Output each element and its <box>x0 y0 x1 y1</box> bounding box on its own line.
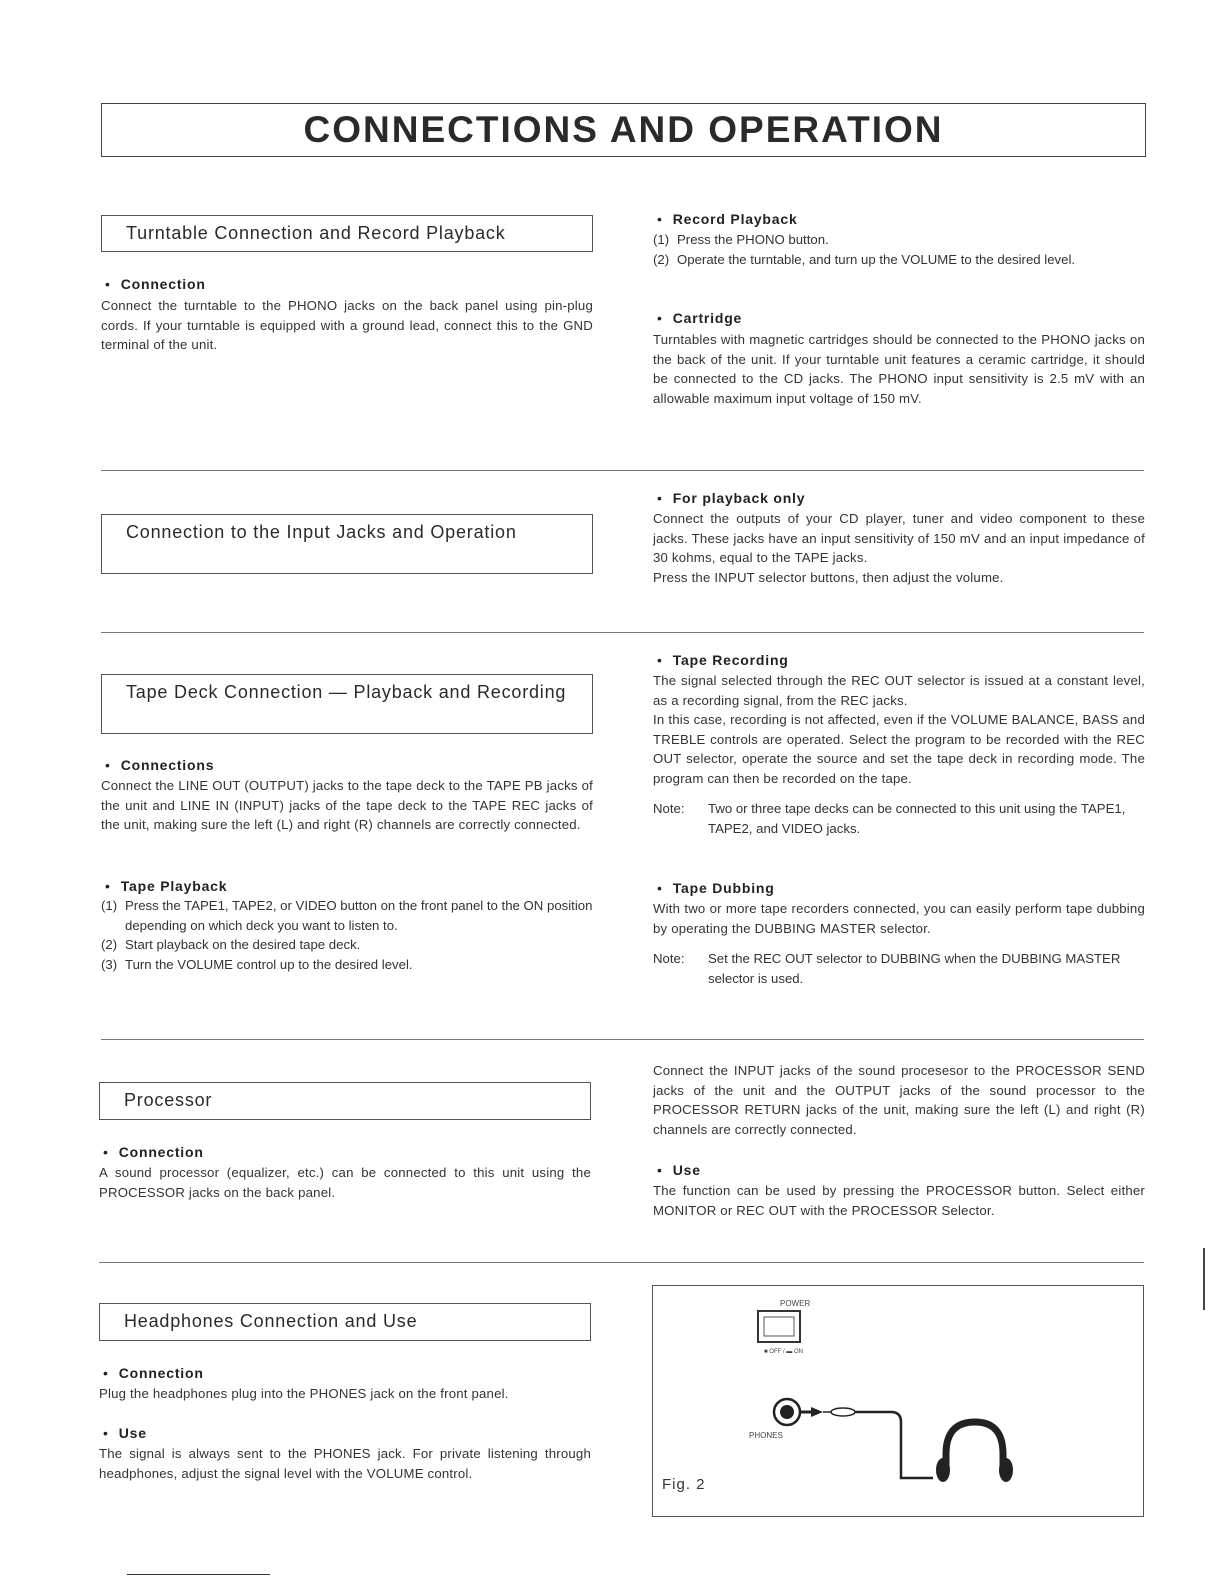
divider <box>101 470 1144 471</box>
step-item: (1) Press the PHONO button. <box>653 232 829 247</box>
headphones-connection-text: Plug the headphones plug into the PHONES jack on the front panel. <box>99 1386 509 1401</box>
cartridge <box>653 310 1145 408</box>
headphones-diagram <box>653 1286 1145 1518</box>
tape-recording-text1: The signal selected through the REC OUT selector is issued at a constant level, as a recording signal, from the REC jacks. <box>653 673 1145 708</box>
divider <box>101 632 1144 633</box>
headphones-heading: Headphones Connection and Use <box>99 1303 591 1341</box>
headphone-plug <box>831 1408 855 1416</box>
processor-right <box>653 1061 1145 1139</box>
headphones-use <box>99 1425 591 1483</box>
tape-recording-title: • Tape Recording <box>653 652 1145 668</box>
tape-dubbing <box>653 880 1145 988</box>
step-item: (2) Start playback on the desired tape deck. <box>101 937 361 952</box>
page-edge-mark <box>1203 1248 1205 1310</box>
step-item: (1) Press the TAPE1, TAPE2, or VIDEO button on the front panel to the ON position depending on which deck you want to listen to. <box>101 898 593 933</box>
record-playback-steps <box>653 230 1145 269</box>
power-switch-label: ■ OFF / ▬ ON <box>764 1349 803 1355</box>
input-playback <box>653 490 1145 587</box>
tape-connections-title: • Connections <box>101 757 593 773</box>
tape-recording-text2: In this case, recording is not affected, even if the VOLUME BALANCE, BASS and TREBLE controls are operated. Select the program to be recorded with the REC OUT selector, operate the source and set the tape deck in recording mode. The program can then be recorded on the tape. <box>653 712 1145 786</box>
figure-2 <box>652 1285 1144 1517</box>
input-playback-title: • For playback only <box>653 490 1145 506</box>
divider <box>101 1039 1144 1040</box>
turntable-connection-text: Connect the turntable to the PHONO jacks on the back panel using pin-plug cords. If your turntable is equipped with a ground lead, connect this to the GND terminal of the unit. <box>101 298 593 352</box>
divider <box>99 1262 1144 1263</box>
processor-use-title: • Use <box>653 1162 1145 1178</box>
processor-use-text: The function can be used by pressing the PROCESSOR button. Select either MONITOR or REC OUT with the PROCESSOR Selector. <box>653 1183 1145 1218</box>
turntable-connection <box>101 276 593 355</box>
tape-heading: Tape Deck Connection — Playback and Recording <box>101 674 593 734</box>
headphones-use-title: • Use <box>99 1425 591 1441</box>
headphones-use-text: The signal is always sent to the PHONES jack. For private listening through headphones, adjust the signal level with the VOLUME control. <box>99 1446 591 1481</box>
step-item: (3) Turn the VOLUME control up to the desired level. <box>101 956 413 972</box>
page-title: CONNECTIONS AND OPERATION <box>303 109 944 150</box>
tape-dubbing-title: • Tape Dubbing <box>653 880 1145 896</box>
cartridge-title: • Cartridge <box>653 310 1145 326</box>
power-label: POWER <box>780 1299 811 1308</box>
processor-connection-text: A sound processor (equalizer, etc.) can be connected to this unit using the PROCESSOR jacks on the back panel. <box>99 1165 591 1200</box>
tape-dubbing-note: Note: Set the REC OUT selector to DUBBING when the DUBBING MASTER selector is used. <box>653 951 1121 986</box>
page-title-box <box>101 103 1146 157</box>
tape-recording <box>653 652 1145 838</box>
tape-playback-title: • Tape Playback <box>101 878 593 894</box>
turntable-connection-title: • Connection <box>101 276 593 292</box>
tape-recording-note: Note: Two or three tape decks can be connected to this unit using the TAPE1, TAPE2, and VIDEO jacks. <box>653 801 1126 836</box>
processor-connection-title: • Connection <box>99 1144 591 1160</box>
figure-caption: Fig. 2 <box>662 1476 706 1493</box>
tape-connections <box>101 757 593 835</box>
input-heading: Connection to the Input Jacks and Operation <box>101 514 593 574</box>
headphones-connection-title: • Connection <box>99 1365 591 1381</box>
footer-rule <box>127 1574 270 1575</box>
headphones-connection <box>99 1365 591 1404</box>
processor-right-text: Connect the INPUT jacks of the sound procesesor to the PROCESSOR SEND jacks of the unit and the OUTPUT jacks of the sound processor to the PROCESSOR RETURN jacks of the unit, making sure the left (L) and right (R) channels are correctly connected. <box>653 1063 1145 1137</box>
tape-connections-text: Connect the LINE OUT (OUTPUT) jacks to the tape deck to the TAPE PB jacks of the unit and LINE IN (INPUT) jacks of the tape deck to the TAPE REC jacks of the unit, making sure the left (L) and right (R) channels are correctly connected. <box>101 778 593 832</box>
record-playback <box>653 211 1145 269</box>
cartridge-text: Turntables with magnetic cartridges should be connected to the PHONO jacks on the back of the unit. If your turntable unit features a ceramic cartridge, it should be connected to the CD jacks. The PHONO input sensitivity is 2.5 mV with an allowable maximum input voltage of 150 mV. <box>653 332 1145 406</box>
step-item: (2) Operate the turntable, and turn up the VOLUME to the desired level. <box>653 251 1076 267</box>
input-playback-text2: Press the INPUT selector buttons, then adjust the volume. <box>653 569 1004 585</box>
processor-heading: Processor <box>99 1082 591 1120</box>
tape-playback-steps <box>101 896 593 974</box>
processor-connection <box>99 1144 591 1202</box>
headphone-cable <box>855 1412 933 1478</box>
processor-use <box>653 1162 1145 1220</box>
input-playback-text: Connect the outputs of your CD player, tuner and video component to these jacks. These jacks have an input sensitivity of 150 mV and an input impedance of 30 kohms, equal to the TAPE jacks. <box>653 511 1145 565</box>
tape-dubbing-text: With two or more tape recorders connected, you can easily perform tape dubbing by operating the DUBBING MASTER selector. <box>653 901 1145 936</box>
tape-playback <box>101 878 593 974</box>
turntable-heading: Turntable Connection and Record Playback <box>101 215 593 252</box>
headphones-icon <box>946 1422 1003 1471</box>
record-playback-title: • Record Playback <box>653 211 1145 227</box>
phones-label: PHONES <box>749 1431 783 1440</box>
